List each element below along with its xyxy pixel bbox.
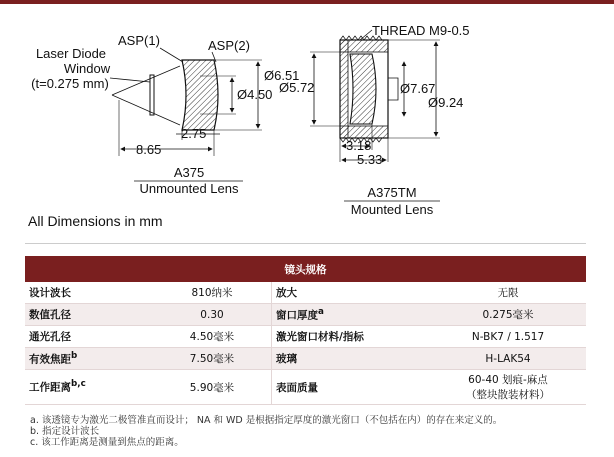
window-label-line1: Laser Diode xyxy=(35,46,107,61)
lens-body xyxy=(182,60,218,130)
table-row xyxy=(25,348,586,370)
mounted-lens-element xyxy=(350,54,376,124)
all-dimensions-note: All Dimensions in mm xyxy=(28,213,163,229)
specs-header: 镜头规格 xyxy=(25,256,586,282)
unmounted-lens-drawing xyxy=(31,33,299,196)
spec-value: 7.50毫米 xyxy=(153,348,272,370)
dim-overall-length: 8.65 xyxy=(136,142,162,157)
spec-value: 0.275毫米 xyxy=(430,304,586,326)
footnote-a: a. 该透镜专为激光二极管准直而设计； NA 和 WD 是根据指定厚度的激光窗口（不包括在内）的存在来定义的。 xyxy=(30,415,503,426)
spec-value: 4.50毫米 xyxy=(153,326,272,348)
dim-thickness: 2.75 xyxy=(181,126,207,141)
lens-specs-table xyxy=(25,256,586,405)
spec-label: 数值孔径 xyxy=(25,304,153,326)
dim-inner-diameter: Ø5.72 xyxy=(279,80,315,95)
spec-label: 窗口厚度$^a$ xyxy=(272,304,431,326)
right-model-name: A375TM xyxy=(367,185,417,200)
left-model-name: A375 xyxy=(173,165,205,180)
laser-window-plate xyxy=(150,75,154,115)
dim-lens-offset: 3.18 xyxy=(346,138,372,153)
dim-mount-aperture: Ø7.67 xyxy=(400,81,436,96)
spec-value: N-BK7 / 1.517 xyxy=(430,326,586,348)
spec-value: 0.30 xyxy=(153,304,272,326)
mounted-lens-drawing xyxy=(279,23,470,217)
spec-label: 表面质量 xyxy=(272,370,431,405)
spec-label: 设计波长 xyxy=(25,282,153,304)
thread-label: THREAD M9-0.5 xyxy=(372,23,470,38)
spec-value: 无限 xyxy=(430,282,586,304)
table-row xyxy=(25,326,586,348)
asp2-label: ASP(2) xyxy=(208,38,250,53)
window-label-line2: Window xyxy=(63,61,111,76)
footnote-b: b. 指定设计波长 xyxy=(30,426,100,437)
section-divider xyxy=(25,243,586,244)
table-row xyxy=(25,370,586,405)
left-caption: Unmounted Lens xyxy=(139,181,239,196)
dim-housing-length: 5.33 xyxy=(357,152,383,167)
spec-label: 工作距离$^{b,c}$ xyxy=(25,370,153,405)
table-row xyxy=(25,304,586,326)
spec-label: 通光孔径 xyxy=(25,326,153,348)
spec-value: H-LAK54 xyxy=(430,348,586,370)
spec-label: 玻璃 xyxy=(272,348,431,370)
spec-value: 5.90毫米 xyxy=(153,370,272,405)
spec-value: 810纳米 xyxy=(153,282,272,304)
dim-housing-diameter: Ø9.24 xyxy=(428,95,464,110)
right-caption: Mounted Lens xyxy=(350,202,434,217)
spec-value: 60-40 划痕-麻点 （整块散装材料） xyxy=(430,370,586,405)
window-label-line3: (t=0.275 mm) xyxy=(31,76,109,91)
spec-label: 放大 xyxy=(272,282,431,304)
asp1-label: ASP(1) xyxy=(118,33,160,48)
spec-label: 激光窗口材料/指标 xyxy=(272,326,431,348)
dim-clear-aperture: Ø4.50 xyxy=(237,87,273,102)
dim-outer-diameter: Ø6.51 xyxy=(264,68,300,83)
footnote-c: c. 该工作距离是测量到焦点的距离。 xyxy=(30,437,184,448)
table-row xyxy=(25,282,586,304)
spec-label: 有效焦距$^b$ xyxy=(25,348,153,370)
